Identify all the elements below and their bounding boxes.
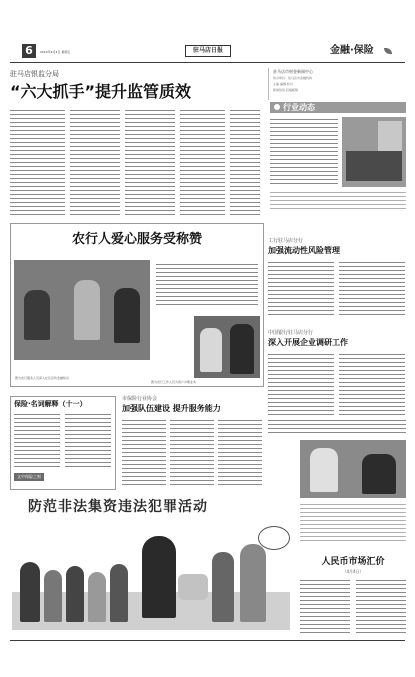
- news-trend-label: 行业动态: [283, 103, 315, 112]
- news-trend-bar: [270, 102, 406, 113]
- icbc-body-col-2: [339, 260, 405, 316]
- farm-text: [156, 262, 258, 308]
- boc-article: [268, 330, 406, 426]
- cartoon-crowd-4: [88, 572, 106, 622]
- lead-headline: “六大抓手”提升监管质效: [10, 82, 192, 101]
- lead-body-col-2: [70, 108, 120, 215]
- cartoon-figure-right-1: [212, 552, 234, 622]
- credit-article: [122, 396, 262, 488]
- boc-kicker: 中国银行驻马店分行: [268, 330, 314, 336]
- cartoon-crowd-1: [20, 562, 40, 622]
- info-line-1: 协办单位：驻马店市金融机构: [273, 76, 313, 80]
- insurance-body-col-2: [65, 412, 111, 470]
- insurance-badge: 文中保险之窗: [14, 473, 44, 481]
- credit-body-col-2: [170, 418, 214, 486]
- farm-headline: 农行人爱心服务受称赞: [71, 232, 202, 247]
- boc-body-col-1: [268, 352, 334, 424]
- news-trend-caption: [270, 190, 406, 210]
- section-name: 金融·保险: [330, 45, 374, 56]
- credit-kicker: 市保险行业协会: [122, 396, 158, 402]
- lead-article: [10, 70, 260, 215]
- farm-photo-left: [14, 260, 150, 360]
- photo-clerk: [310, 448, 338, 492]
- photo-figure-2: [74, 280, 100, 340]
- masthead: [0, 40, 415, 62]
- info-block-title: 驻马店市财金新闻中心: [273, 69, 313, 74]
- paper-name: 驻马店日报: [185, 45, 231, 57]
- cartoon-central-figure: [142, 536, 176, 618]
- news-trend-photo: [342, 117, 406, 187]
- boc-body-col-2: [339, 352, 405, 424]
- farm-feature: [10, 223, 264, 387]
- fx-table-col-2: [356, 578, 406, 634]
- fx-subtitle: （4月4日）: [342, 569, 364, 574]
- info-line-3: 新闻热线 投稿邮箱: [273, 88, 298, 92]
- photo-figure-3: [114, 288, 140, 343]
- lead-kicker: 驻马店银监分局: [10, 70, 59, 78]
- lower-right-text: [268, 418, 406, 434]
- banner-text: 防范非法集资违法犯罪活动: [28, 499, 208, 515]
- lead-body-col-4: [180, 108, 225, 215]
- photo-people: [346, 151, 402, 181]
- fx-title: 人民币市场汇价: [321, 557, 385, 567]
- photo-figure-4: [200, 328, 222, 372]
- info-block: [268, 68, 407, 100]
- farm-photo-right: [194, 316, 260, 378]
- fx-table-col-1: [300, 578, 350, 634]
- icbc-article: [268, 238, 406, 318]
- icbc-headline: 加强流动性风险管理: [268, 246, 340, 255]
- credit-headline: 加强队伍建设 提升服务能力: [122, 404, 221, 413]
- cartoon-crowd-2: [44, 570, 62, 622]
- credit-body-col-1: [122, 418, 166, 486]
- photo-customer: [362, 454, 396, 494]
- cartoon-illustration: [12, 522, 290, 632]
- lead-body-col-1: [10, 108, 65, 215]
- footer-rule: [10, 640, 405, 641]
- cartoon-bag: [178, 574, 208, 600]
- info-line-2: 主编 编辑 校对: [273, 82, 293, 86]
- page-number-badge: 6: [22, 44, 36, 58]
- fx-rates: [300, 556, 406, 636]
- photo-figure-1: [24, 290, 50, 340]
- boc-headline: 深入开展企业调研工作: [268, 338, 348, 347]
- cartoon-speech-bubble: [258, 526, 290, 550]
- section-leaf-icon: [384, 48, 392, 54]
- bank-counter-photo: [300, 440, 406, 498]
- bank-photo-caption: [300, 502, 406, 542]
- lead-body-col-3: [125, 108, 175, 215]
- icbc-body-col-1: [268, 260, 334, 316]
- icbc-kicker: 工行驻马店分行: [268, 238, 304, 244]
- insurance-terms: [10, 396, 116, 490]
- farm-caption-left: 图为农行服务人员深入社区宣传金融知识: [15, 376, 70, 380]
- photo-figure-5: [230, 324, 254, 374]
- cartoon-crowd-3: [66, 566, 84, 622]
- farm-caption-right: 图为农行工作人员为客户办理业务: [151, 380, 197, 384]
- lead-body-col-5: [230, 108, 260, 215]
- news-trend-icon: [274, 104, 280, 110]
- date-line: 2014年4月4日 星期五: [40, 50, 71, 54]
- insurance-headline: 保险·名词解释（十一）: [14, 400, 87, 408]
- masthead-rule: [10, 62, 405, 63]
- credit-body-col-3: [218, 418, 262, 486]
- insurance-body-col-1: [14, 412, 60, 470]
- cartoon-figure-right-2: [240, 544, 266, 622]
- cartoon-crowd-5: [110, 564, 128, 622]
- news-trend-text: [270, 117, 338, 187]
- anti-fraud-banner: [10, 497, 290, 517]
